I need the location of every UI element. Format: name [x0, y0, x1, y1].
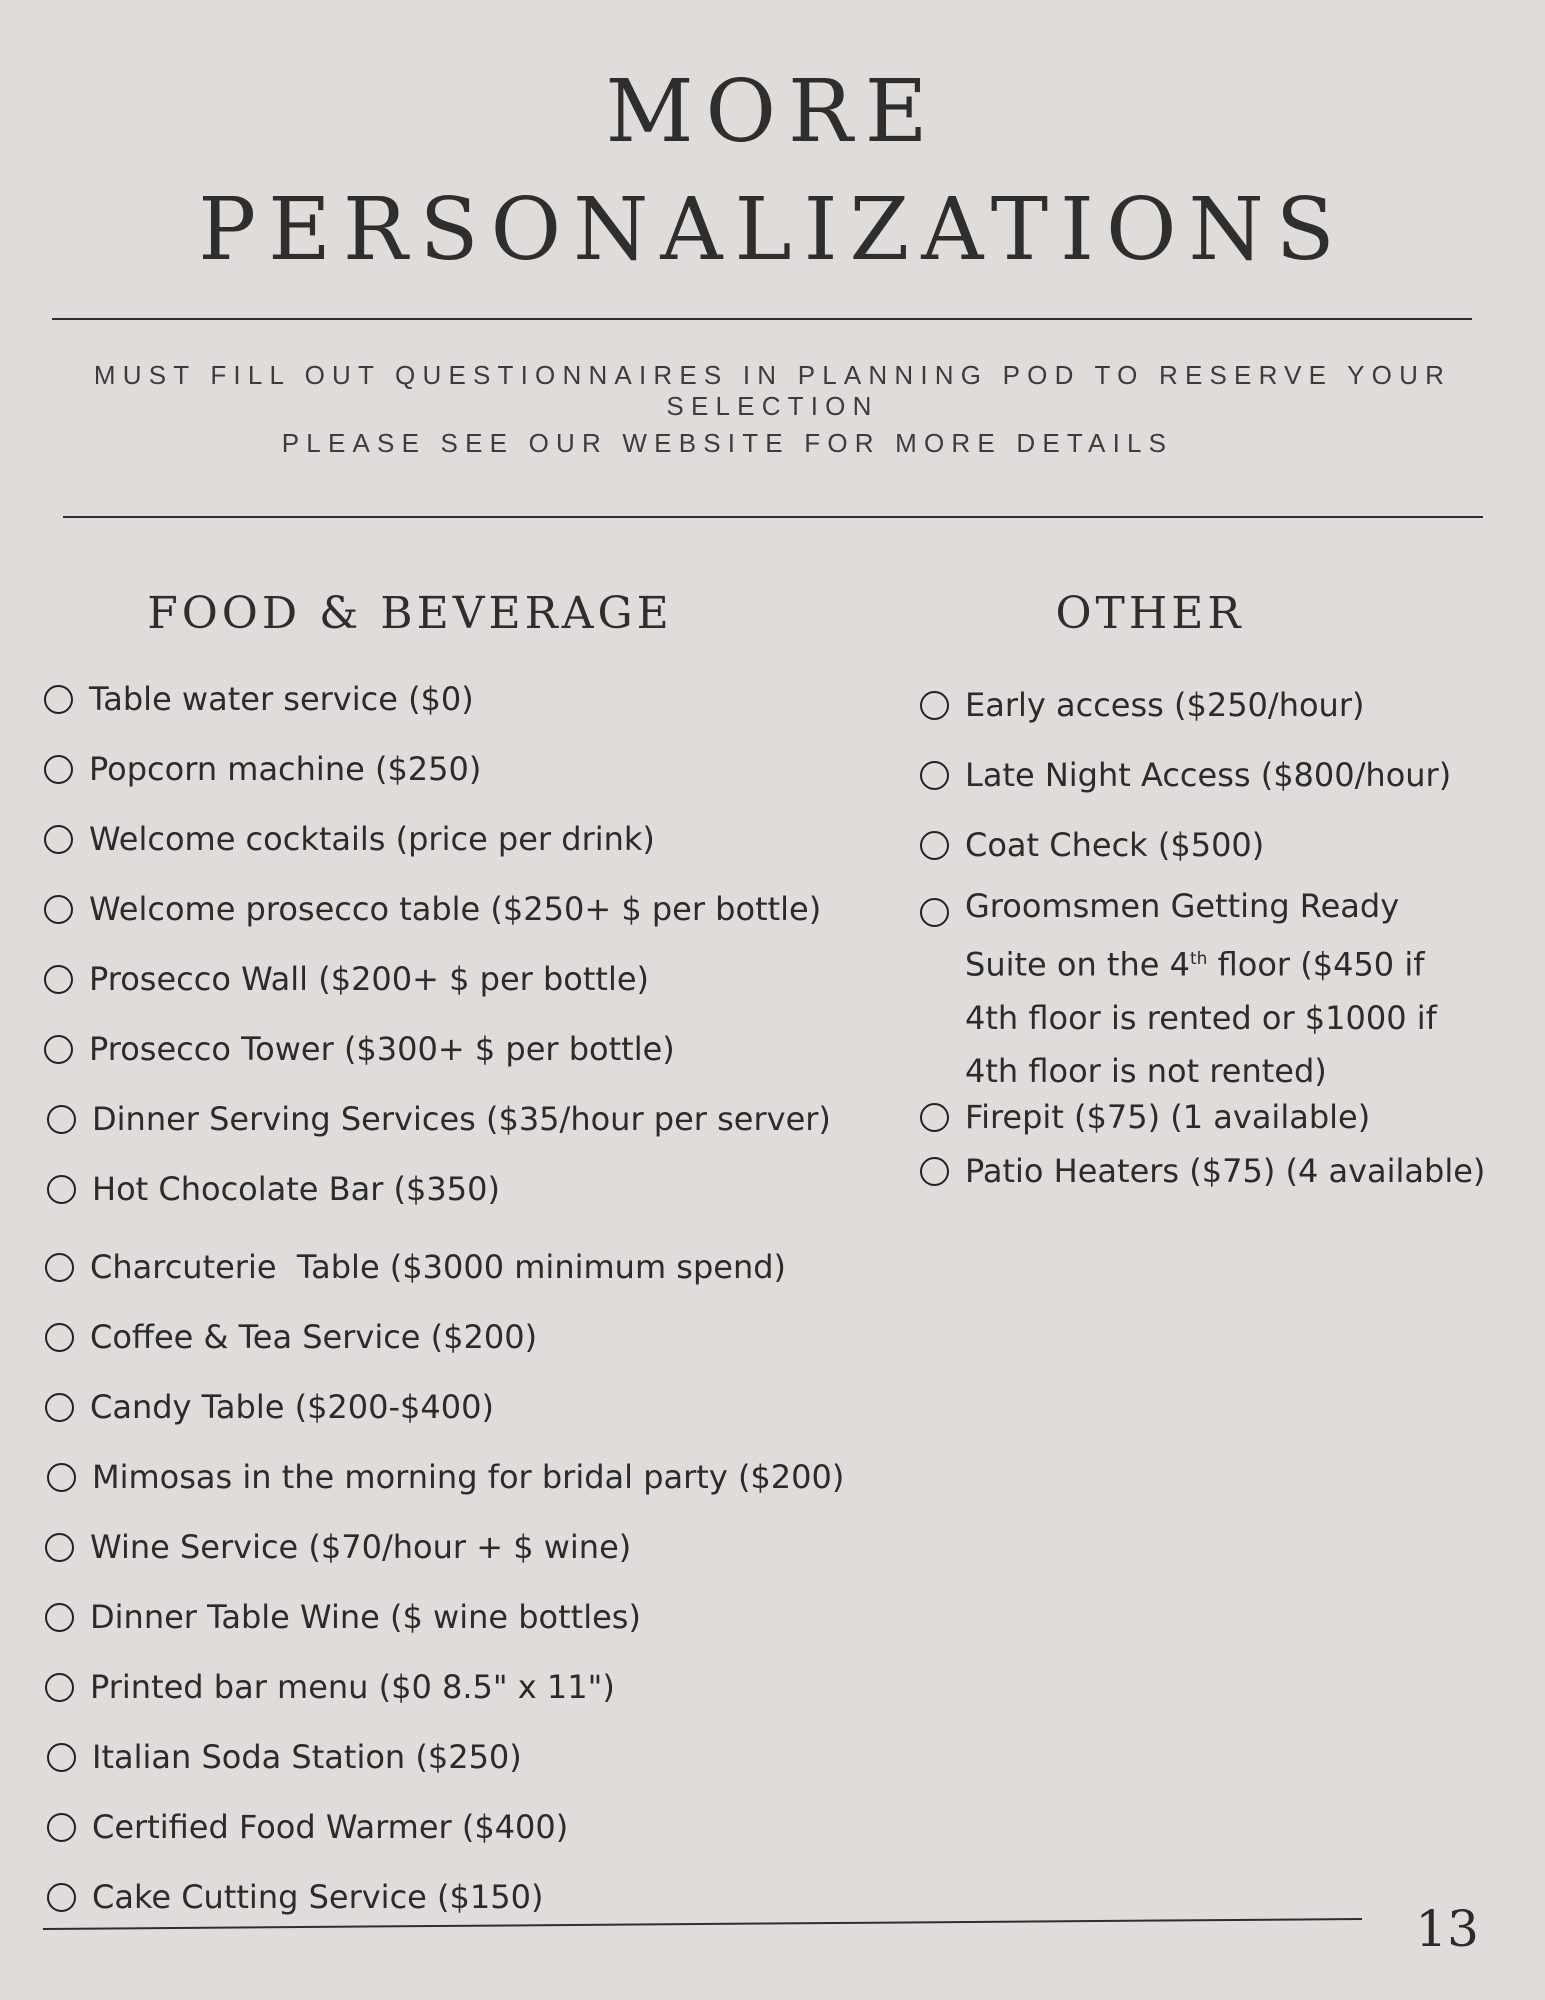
option-cake-cutting-service[interactable]: Cake Cutting Service ($150) [47, 1878, 543, 1916]
option-prosecco-wall[interactable]: Prosecco Wall ($200+ $ per bottle) [44, 960, 649, 998]
option-firepit[interactable]: Firepit ($75) (1 available) [920, 1098, 1370, 1136]
radio-circle-icon[interactable] [45, 1533, 74, 1562]
option-mimosas[interactable]: Mimosas in the morning for bridal party ($200) [47, 1458, 844, 1496]
radio-circle-icon[interactable] [920, 898, 949, 927]
option-early-access[interactable]: Early access ($250/hour) [920, 686, 1364, 724]
radio-circle-icon[interactable] [920, 761, 949, 790]
radio-circle-icon[interactable] [47, 1463, 76, 1492]
option-late-night-access[interactable]: Late Night Access ($800/hour) [920, 756, 1451, 794]
radio-circle-icon[interactable] [47, 1813, 76, 1842]
option-dinner-table-wine[interactable]: Dinner Table Wine ($ wine bottles) [45, 1598, 641, 1636]
notice-line-1: MUST FILL OUT QUESTIONNAIRES IN PLANNING POD TO RESERVE YOUR SELECTION [93, 360, 1452, 421]
radio-circle-icon[interactable] [44, 965, 73, 994]
option-patio-heaters[interactable]: Patio Heaters ($75) (4 available) [920, 1152, 1485, 1190]
bottom-divider [0, 1910, 1400, 1930]
option-italian-soda-station[interactable]: Italian Soda Station ($250) [47, 1738, 522, 1776]
radio-circle-icon[interactable] [45, 1323, 74, 1352]
radio-circle-icon[interactable] [45, 1253, 74, 1282]
radio-circle-icon[interactable] [44, 685, 73, 714]
radio-circle-icon[interactable] [45, 1673, 74, 1702]
option-coffee-tea-service[interactable]: Coffee & Tea Service ($200) [45, 1318, 537, 1356]
radio-circle-icon[interactable] [47, 1883, 76, 1912]
title-divider [52, 318, 1472, 320]
food-beverage-heading: FOOD & BEVERAGE [147, 588, 673, 639]
option-popcorn-machine[interactable]: Popcorn machine ($250) [44, 750, 481, 788]
other-heading: OTHER [1055, 588, 1245, 639]
option-certified-food-warmer[interactable]: Certified Food Warmer ($400) [47, 1808, 568, 1846]
radio-circle-icon[interactable] [920, 831, 949, 860]
option-welcome-prosecco-table[interactable]: Welcome prosecco table ($250+ $ per bottle) [44, 890, 821, 928]
option-wine-service[interactable]: Wine Service ($70/hour + $ wine) [45, 1528, 631, 1566]
groomsmen-label-end: floor ($450 if 4th floor is rented or $1000 if 4th floor is not rented) [965, 945, 1437, 1090]
radio-circle-icon[interactable] [920, 691, 949, 720]
radio-circle-icon[interactable] [920, 1157, 949, 1186]
option-candy-table[interactable]: Candy Table ($200-$400) [45, 1388, 494, 1426]
radio-circle-icon[interactable] [47, 1105, 76, 1134]
notice-line-2: PLEASE SEE OUR WEBSITE FOR MORE DETAILS [281, 428, 1174, 458]
radio-circle-icon[interactable] [44, 895, 73, 924]
radio-circle-icon[interactable] [45, 1393, 74, 1422]
option-groomsmen-suite[interactable] [920, 880, 1475, 1098]
groomsmen-label-sup: th [1189, 949, 1208, 969]
option-prosecco-tower[interactable]: Prosecco Tower ($300+ $ per bottle) [44, 1030, 675, 1068]
page-number: 13 [1415, 1900, 1479, 1958]
notice-divider [63, 516, 1483, 518]
radio-circle-icon[interactable] [47, 1175, 76, 1204]
option-table-water-service[interactable]: Table water service ($0) [44, 680, 474, 718]
radio-circle-icon[interactable] [44, 1035, 73, 1064]
option-charcuterie-table[interactable]: Charcuterie Table ($3000 minimum spend) [45, 1248, 786, 1286]
radio-circle-icon[interactable] [44, 825, 73, 854]
groomsmen-label-start: Groomsmen Getting Ready Suite on the 4 [965, 887, 1400, 984]
option-dinner-serving-services[interactable]: Dinner Serving Services ($35/hour per server) [47, 1100, 831, 1138]
radio-circle-icon[interactable] [920, 1103, 949, 1132]
page-title-line-2: PERSONALIZATIONS [198, 180, 1347, 280]
option-welcome-cocktails[interactable]: Welcome cocktails (price per drink) [44, 820, 655, 858]
radio-circle-icon[interactable] [45, 1603, 74, 1632]
page-title-line-1: MORE [605, 62, 940, 162]
radio-circle-icon[interactable] [47, 1743, 76, 1772]
option-coat-check[interactable]: Coat Check ($500) [920, 826, 1264, 864]
option-hot-chocolate-bar[interactable]: Hot Chocolate Bar ($350) [47, 1170, 500, 1208]
option-printed-bar-menu[interactable]: Printed bar menu ($0 8.5" x 11") [45, 1668, 615, 1706]
radio-circle-icon[interactable] [44, 755, 73, 784]
